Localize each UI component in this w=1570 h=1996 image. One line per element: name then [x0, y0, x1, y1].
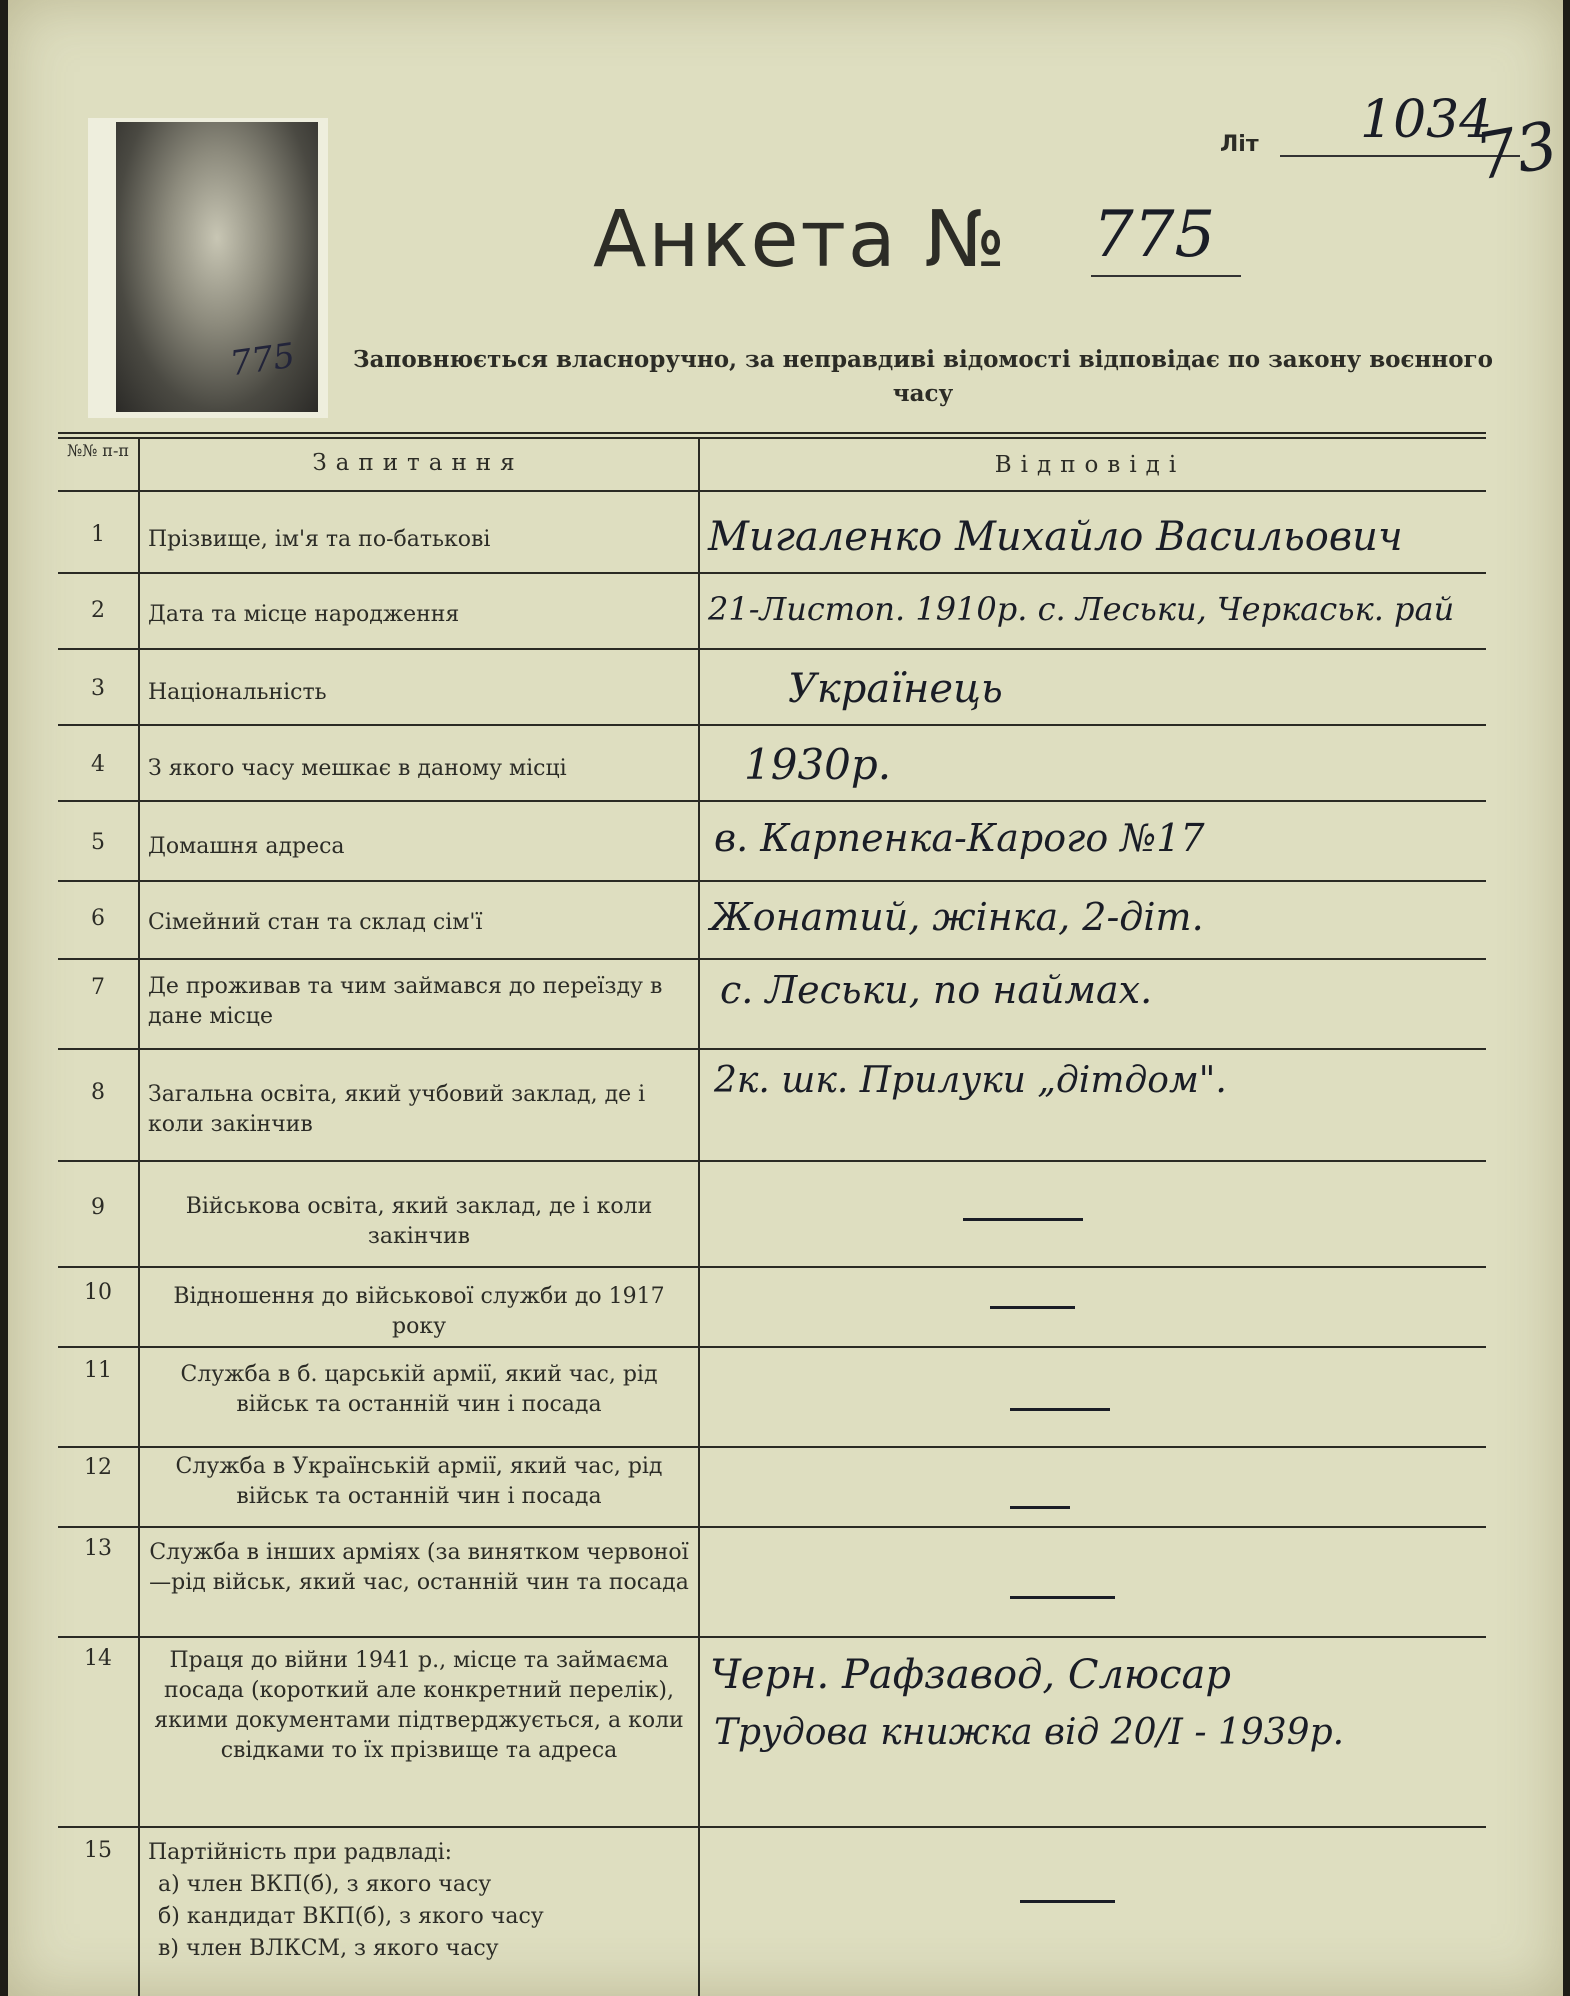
- empty-answer-dash: [1010, 1408, 1110, 1411]
- question-text: Прізвище, ім'я та по-батькові: [148, 527, 491, 552]
- row-number: 7: [91, 975, 105, 1000]
- row-number: 5: [91, 830, 105, 855]
- row-rule: [58, 648, 1486, 650]
- answer-text: Мигаленко Михайло Васильович: [708, 514, 1403, 560]
- row-number: 14: [84, 1646, 112, 1671]
- question-text: Дата та місце народження: [148, 602, 460, 627]
- column-header-question: Запитання: [312, 450, 524, 476]
- row-rule: [58, 724, 1486, 726]
- question-text: Військова освіта, який заклад, де і коли закінчив: [185, 1194, 653, 1249]
- row-number: 8: [91, 1080, 105, 1105]
- empty-answer-dash: [990, 1306, 1075, 1309]
- answer-column-rule: [698, 437, 700, 1996]
- table-top-rule: [58, 432, 1486, 434]
- row-rule: [58, 572, 1486, 574]
- answer-text: Жонатий, жінка, 2-діт.: [710, 895, 1204, 939]
- row-number: 6: [91, 906, 105, 931]
- answer-text: 2к. шк. Прилуки „дітдом".: [714, 1060, 1227, 1101]
- column-header-number: №№ п-п: [66, 441, 130, 460]
- question-text: Служба в інших арміях (за винятком червоної—рід військ, який час, останній чин та посада: [149, 1540, 689, 1595]
- row-rule: [58, 1266, 1486, 1268]
- row-rule: [58, 1160, 1486, 1162]
- answer-text: в. Карпенка-Карого №17: [714, 816, 1205, 860]
- row-number: 15: [84, 1838, 112, 1863]
- question-text: Служба в Українській армії, який час, рід військ та останній чин і посада: [175, 1454, 663, 1509]
- lit-value: 1034: [1360, 90, 1493, 150]
- answer-text: 21-Листоп. 1910р. с. Леськи, Черкаськ. рай: [708, 590, 1455, 628]
- row-rule: [58, 800, 1486, 802]
- question-text: Сімейний стан та склад сім'ї: [148, 910, 483, 935]
- row-rule: [58, 1346, 1486, 1348]
- row-rule: [58, 1636, 1486, 1638]
- empty-answer-dash: [1010, 1506, 1070, 1509]
- answer-text: 1930р.: [744, 740, 892, 789]
- table-top-rule-double: [58, 437, 1486, 439]
- row-number: 12: [84, 1455, 112, 1480]
- row-rule: [58, 1048, 1486, 1050]
- question-subitem: б) кандидат ВКП(б), з якого часу: [158, 1904, 544, 1929]
- empty-answer-dash: [963, 1218, 1083, 1221]
- page-title: Анкета №: [593, 195, 1008, 285]
- question-text: Загальна освіта, який учбовий заклад, де і коли закінчив: [148, 1082, 646, 1137]
- row-number: 13: [84, 1536, 112, 1561]
- lit-corner-number: 73: [1470, 108, 1563, 196]
- row-rule: [58, 880, 1486, 882]
- row-rule: [58, 1446, 1486, 1448]
- question-subitem: в) член ВЛКСМ, з якого часу: [158, 1936, 499, 1961]
- empty-answer-dash: [1010, 1596, 1115, 1599]
- row-number: 4: [91, 752, 105, 777]
- row-number: 3: [91, 676, 105, 701]
- answer-text: Українець: [788, 666, 1003, 712]
- row-number: 10: [84, 1280, 112, 1305]
- questionnaire-sheet: [8, 0, 1563, 1996]
- row-number: 9: [91, 1195, 105, 1220]
- row-number: 1: [91, 522, 105, 547]
- questionnaire-number: 775: [1093, 198, 1216, 272]
- question-text: Де проживав та чим займався до переїзду в дане місце: [148, 974, 663, 1029]
- answer-text-line-2: Трудова книжка від 20/І - 1939р.: [714, 1712, 1345, 1753]
- answer-text: с. Леськи, по наймах.: [720, 968, 1153, 1012]
- subtitle: Заповнюється власноручно, за неправдиві відомості відповідає по закону воєнного часу: [353, 346, 1493, 407]
- question-text: Відношення до військової служби до 1917 року: [173, 1284, 665, 1339]
- row-number: 2: [91, 598, 105, 623]
- question-text: Національність: [148, 680, 327, 705]
- question-text: Служба в б. царській армії, який час, рід військ та останній чин і посада: [180, 1362, 658, 1417]
- row-number: 11: [84, 1358, 112, 1383]
- column-header-answer: Відповіді: [994, 452, 1186, 478]
- question-subitem: а) член ВКП(б), з якого часу: [158, 1872, 492, 1897]
- photo-number: 775: [227, 335, 298, 385]
- question-text: Домашня адреса: [148, 834, 345, 859]
- row-rule: [58, 958, 1486, 960]
- row-rule: [58, 1826, 1486, 1828]
- lit-label: Літ: [1220, 132, 1259, 157]
- question-text: Праця до війни 1941 р., місце та займаєма посада (короткий але конкретний перелік), якими документами підтверджується, а коли свідками то їх прізвище та адреса: [154, 1648, 684, 1763]
- header-bottom-rule: [58, 490, 1486, 492]
- empty-answer-dash: [1020, 1900, 1115, 1903]
- question-text: Партійність при радвладі:: [148, 1840, 453, 1865]
- title-number-underline: [1091, 275, 1241, 277]
- number-column-rule: [138, 437, 140, 1996]
- row-rule: [58, 1526, 1486, 1528]
- question-text: З якого часу мешкає в даному місці: [148, 756, 567, 781]
- answer-text: Черн. Рафзавод, Слюсар: [710, 1652, 1231, 1698]
